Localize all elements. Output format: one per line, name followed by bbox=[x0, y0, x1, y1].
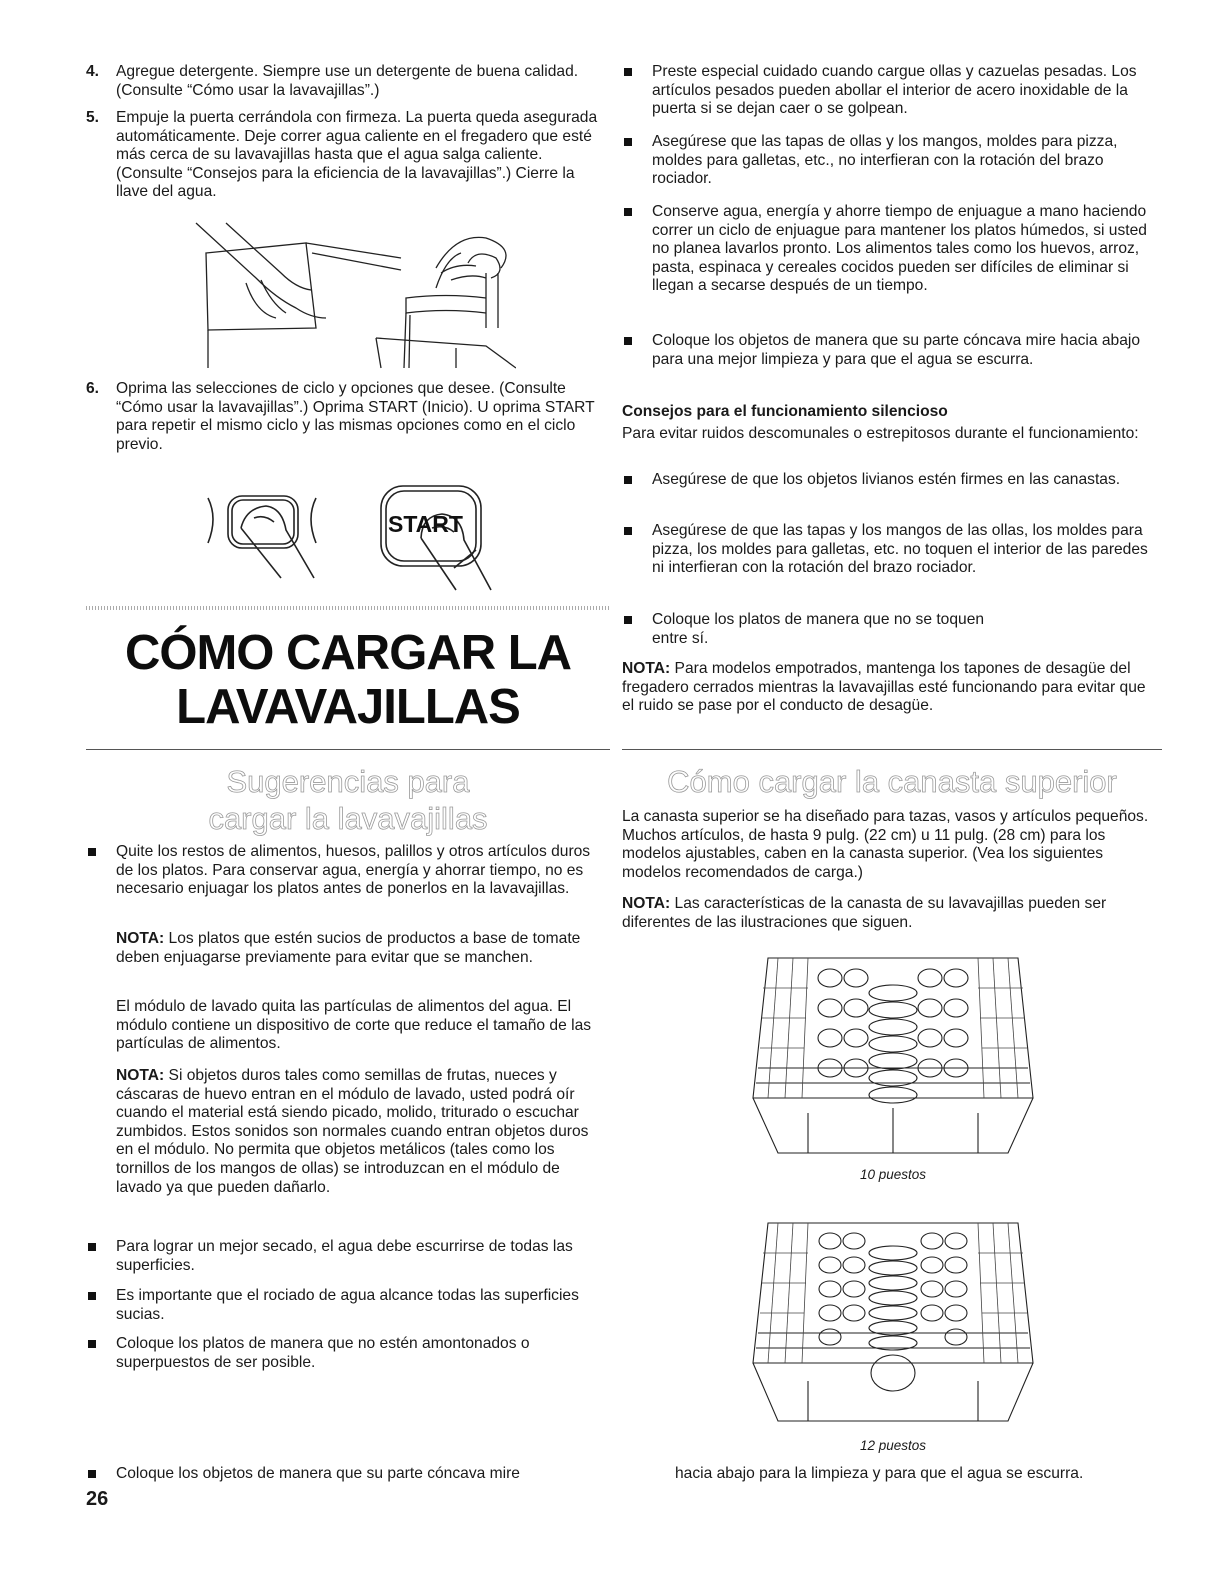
continuation-text: hacia abajo para la limpieza y para que el agua se escurra. bbox=[675, 1465, 1084, 1482]
start-button-label: START bbox=[388, 511, 463, 537]
step-number: 4. bbox=[86, 63, 100, 80]
section-rule bbox=[622, 749, 1162, 750]
bullet-icon bbox=[86, 843, 116, 899]
caption-10-place: 10 puestos bbox=[859, 1167, 927, 1182]
page-number: 26 bbox=[86, 1488, 109, 1510]
bullet-text: Asegúrese de que las tapas y los mangos de las ollas, los moldes para pizza, los moldes para galletas, etc. no toquen el interior de las paredes ni interfieran con la rotación del brazo rociador. bbox=[652, 522, 1148, 577]
bullet-text-line-1: Coloque los platos de manera que no se toquen bbox=[652, 611, 985, 628]
nota-text: Las características de la canasta de su lavavajillas pueden ser diferentes de las ilustraciones que siguen. bbox=[622, 895, 1107, 931]
tip-bullet-pots bbox=[622, 63, 1162, 119]
nota-2 bbox=[116, 1067, 610, 1197]
nota-text: Para modelos empotrados, mantenga los tapones de desagüe del fregadero cerrados mientras la lavavajillas esté funcionando para evitar que el ruido se pase por el conducto de desagüe. bbox=[622, 660, 1146, 715]
tip-bullet-walls bbox=[622, 522, 1162, 578]
subheading-quiet-operation: Consejos para el funcionamiento silencioso bbox=[622, 403, 948, 420]
bullet-icon bbox=[622, 522, 652, 578]
nota-label: NOTA: bbox=[116, 930, 165, 947]
bullet-text-line-2: entre sí. bbox=[652, 629, 709, 647]
paragraph-quiet-intro: Para evitar ruidos descomunales o estrepitosos durante el funcionamiento: bbox=[622, 425, 1139, 442]
step-6 bbox=[86, 380, 610, 454]
bullet-icon bbox=[86, 1287, 116, 1324]
bullet-icon bbox=[622, 332, 652, 369]
step-text: Oprima las selecciones de ciclo y opciones que desee. (Consulte “Cómo usar la lavavajillas”.) Oprima START (Inicio). U oprima START para repetir el mismo ciclo y las mismas opciones como en el ciclo previo. bbox=[116, 380, 595, 453]
bullet-text: Es importante que el rociado de agua alcance todas las superficies sucias. bbox=[116, 1287, 579, 1323]
tip-bullet-4 bbox=[86, 1335, 610, 1372]
section-heading-upper-rack: Cómo cargar la canasta superior bbox=[667, 764, 1117, 799]
tip-bullet-5 bbox=[86, 1465, 610, 1484]
step-text: Empuje la puerta cerrándola con firmeza. La puerta queda asegurada automáticamente. Deje correr agua caliente en el fregadero que esté más cerca de su lavavajillas hasta que el agua salga caliente. (Consulte “Consejos para la eficiencia de la lavavajillas”.) Cierre la llave del agua. bbox=[116, 109, 598, 201]
nota-label: NOTA: bbox=[116, 1067, 165, 1084]
bullet-icon bbox=[622, 471, 652, 490]
bullet-icon bbox=[86, 1465, 116, 1484]
bullet-text bbox=[652, 611, 1162, 648]
tip-bullet-2 bbox=[86, 1238, 610, 1275]
tip-bullet-lids bbox=[622, 133, 1162, 189]
upper-rack-10-place-illustration bbox=[748, 948, 1038, 1160]
bullet-text: Coloque los objetos de manera que su parte cóncava mire bbox=[116, 1465, 520, 1482]
paragraph-upper-rack: La canasta superior se ha diseñado para tazas, vasos y artículos pequeños. Muchos artículos, de hasta 9 pulg. (22 cm) u 11 pulg. (28 cm) para los modelos ajustables, caben en la canasta superior. (Vea los siguientes modelos recomendados de carga.) bbox=[622, 808, 1149, 881]
bullet-text: Preste especial cuidado cuando cargue ollas y cazuelas pesadas. Los artículos pesados pueden abollar el interior de acero inoxidable de la puerta si se dejan caer o se golpean. bbox=[652, 63, 1137, 118]
step-4 bbox=[86, 63, 610, 100]
bullet-text: Coloque los objetos de manera que su parte cóncava mire hacia abajo para una mejor limpieza y para que el agua se escurra. bbox=[652, 332, 1141, 368]
tip-bullet-light-items bbox=[622, 471, 1162, 490]
upper-rack-12-place-illustration bbox=[748, 1213, 1038, 1428]
page-title-line-1: CÓMO CARGAR LA bbox=[124, 626, 572, 680]
step-number: 5. bbox=[86, 109, 100, 126]
nota-label: NOTA: bbox=[622, 660, 671, 677]
section-heading-line-2: cargar la lavavajillas bbox=[208, 801, 488, 836]
paragraph-wash-module: El módulo de lavado quita las partículas de alimentos del agua. El módulo contiene un dispositivo de corte que reduce el tamaño de las partículas de alimentos. bbox=[116, 998, 592, 1053]
section-heading-line-1: Sugerencias para bbox=[226, 764, 470, 799]
bullet-text: Asegúrese que las tapas de ollas y los mangos, moldes para pizza, moldes para galletas, etc., no interfieran con la rotación del brazo rociador. bbox=[652, 133, 1118, 188]
caption-12-place: 12 puestos bbox=[859, 1438, 927, 1453]
bullet-icon bbox=[622, 63, 652, 119]
tip-bullet-concave bbox=[622, 332, 1162, 369]
nota-text: Los platos que estén sucios de productos a base de tomate deben enjuagarse previamente para evitar que se manchen. bbox=[116, 930, 581, 966]
bullet-icon bbox=[622, 611, 652, 648]
step-5 bbox=[86, 109, 610, 202]
tip-bullet-3 bbox=[86, 1287, 610, 1324]
tip-bullet-1 bbox=[86, 843, 610, 899]
tip-bullet-no-touch bbox=[622, 611, 1162, 648]
bullet-text: Coloque los platos de manera que no estén amontonados o superpuestos de ser posible. bbox=[116, 1335, 530, 1371]
step-text: Agregue detergente. Siempre use un detergente de buena calidad. (Consulte “Cómo usar la lavavajillas”.) bbox=[116, 63, 579, 99]
bullet-icon bbox=[622, 133, 652, 189]
nota-1 bbox=[116, 930, 610, 967]
bullet-text: Conserve agua, energía y ahorre tiempo de enjuague a mano haciendo correr un ciclo de enjuague para mantener los platos húmedos, si usted no planea lavarlos pronto. Los alimentos tales como los huevos, arroz, pasta, espinaca y cereales cocidos pueden ser difíciles de eliminar si llegan a secarse después de un tiempo. bbox=[652, 203, 1147, 295]
bullet-text: Asegúrese de que los objetos livianos estén firmes en las canastas. bbox=[652, 471, 1121, 488]
step-number: 6. bbox=[86, 380, 100, 397]
bullet-text: Para lograr un mejor secado, el agua debe escurrirse de todas las superficies. bbox=[116, 1238, 573, 1274]
nota-4 bbox=[622, 895, 1162, 932]
page-title-line-2: LAVAVAJILLAS bbox=[176, 680, 520, 734]
section-rule bbox=[86, 749, 610, 750]
nota-label: NOTA: bbox=[622, 895, 671, 912]
bullet-text: Quite los restos de alimentos, huesos, palillos y otros artículos duros de los platos. Para conservar agua, energía y ahorrar tiempo, no es necesario enjuagar los platos antes de ponerlos en la lavavajillas. bbox=[116, 843, 591, 898]
nota-3 bbox=[622, 660, 1162, 716]
door-and-faucet-illustration bbox=[186, 218, 516, 373]
bullet-icon bbox=[622, 203, 652, 296]
bullet-icon bbox=[86, 1238, 116, 1275]
dotted-divider bbox=[86, 606, 610, 610]
bullet-icon bbox=[86, 1335, 116, 1372]
tip-bullet-rinse bbox=[622, 203, 1162, 296]
nota-text: Si objetos duros tales como semillas de frutas, nueces y cáscaras de huevo entran en el módulo de lavado, usted podrá oír cuando el material está siendo picado, molido, triturado o escuchar zumbidos. Estos sonidos son normales cuando entran objetos duros en el módulo. No permita que objetos metálicos (tales como los tornillos de los mangos de ollas) se introduzcan en el módulo de lavado ya que pueden dañarlo. bbox=[116, 1067, 589, 1196]
button-press-illustration bbox=[186, 478, 526, 603]
